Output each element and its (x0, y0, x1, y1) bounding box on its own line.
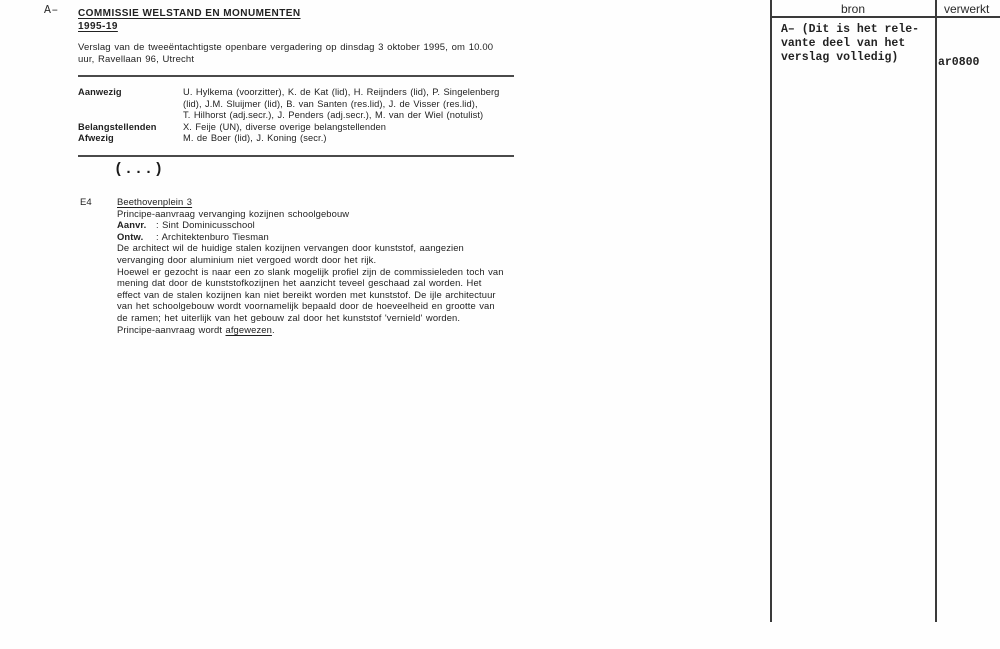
attendance-names: T. Hilhorst (adj.secr.), J. Penders (adj.secr.), M. van der Wiel (notulist) (183, 110, 484, 121)
attendance-label: Aanwezig (78, 87, 122, 97)
attendance-names: U. Hylkema (voorzitter), K. de Kat (lid), H. Reijnders (lid), P. Singelenberg (183, 87, 500, 97)
decision-suffix: . (271, 323, 275, 335)
corner-marker-a: A– (44, 4, 59, 17)
attendance-names: (lid), J.M. Sluijmer (lid), B. van Santen (res.lid), J. de Visser (res.lid), (183, 98, 478, 109)
bron-column-header: bron (840, 2, 866, 16)
bron-typewriter-note (781, 23, 919, 65)
attendance-row (78, 110, 499, 122)
omission-ellipsis: (...) (114, 161, 165, 178)
item-body-line: effect van de stalen kozijnen kan niet bereikt worden met kunststof. De ijle architectuur (117, 288, 496, 300)
verwerkt-column-header: verwerkt (944, 2, 990, 16)
attendance-label (78, 99, 183, 111)
document-title: COMMISSIE WELSTAND EN MONUMENTEN (78, 8, 301, 19)
attendance-names: X. Feije (UN), diverse overige belangstellenden (183, 121, 387, 132)
decision-prefix: Principe-aanvraag wordt (117, 323, 226, 335)
divider-line-bottom (78, 155, 514, 157)
applicant-value: : Sint Dominicusschool (156, 219, 255, 231)
designer-row (117, 231, 517, 243)
item-subject: Principe-aanvraag vervanging kozijnen schoolgebouw (117, 207, 350, 219)
designer-value: : Architektenburo Tiesman (156, 230, 269, 242)
decision-word: afgewezen (225, 323, 272, 335)
attendance-row (78, 133, 499, 145)
attendance-row (78, 99, 499, 111)
attendance-row (78, 122, 499, 134)
bron-verwerkt-divider (935, 0, 937, 622)
meeting-description (78, 42, 493, 66)
item-body-line: Hoewel er gezocht is naar een zo slank mogelijk profiel zijn de commissieleden toch van (117, 265, 504, 277)
divider-line-top (78, 75, 514, 77)
item-body-line: De architect wil de huidige stalen kozijnen vervangen door kunststof, aangezien (117, 242, 464, 254)
agenda-item-content (117, 196, 517, 335)
item-body-line: vervanging door aluminium niet vergoed wordt door het rijk. (117, 253, 377, 265)
attendance-table (78, 87, 499, 145)
verwerkt-code: ar0800 (938, 56, 980, 69)
meeting-description-line: uur, Ravellaan 96, Utrecht (78, 54, 195, 65)
agenda-item-code: E4 (80, 197, 92, 208)
meeting-description-line: Verslag van de tweeëntachtigste openbare vergadering op dinsdag 3 oktober 1995, om 10.00 (78, 42, 494, 53)
attendance-label (78, 110, 183, 122)
bron-note-line: A– (Dit is het rele- (781, 23, 920, 36)
attendance-label: Belangstellenden (78, 121, 157, 132)
applicant-label: Aanvr. (117, 219, 147, 231)
applicant-row (117, 219, 517, 231)
attendance-names: M. de Boer (lid), J. Koning (secr.) (183, 133, 327, 144)
item-address: Beethovenplein 3 (117, 196, 193, 207)
item-body-line: van het schoolgebouw wordt voornamelijk bepaald door de hoeveelheid en grootte van (117, 300, 495, 312)
column-header-underline (770, 16, 1000, 18)
bron-column-left-border (770, 0, 772, 622)
attendance-row (78, 87, 499, 99)
bron-note-line: vante deel van het (781, 37, 906, 50)
decision-line (117, 324, 517, 336)
item-body-line: de ramen; het uiterlijk van het gebouw zal door het kunststof 'vernield' worden. (117, 311, 461, 323)
attendance-label: Afwezig (78, 133, 114, 144)
designer-label: Ontw. (117, 230, 144, 242)
item-body-line: mening dat door de kunststofkozijnen het aanzicht teveel geschaad zal worden. Het (117, 277, 482, 289)
item-body-text (117, 242, 517, 323)
document-number: 1995-19 (78, 21, 118, 32)
bron-note-line: verslag volledig) (781, 51, 899, 64)
